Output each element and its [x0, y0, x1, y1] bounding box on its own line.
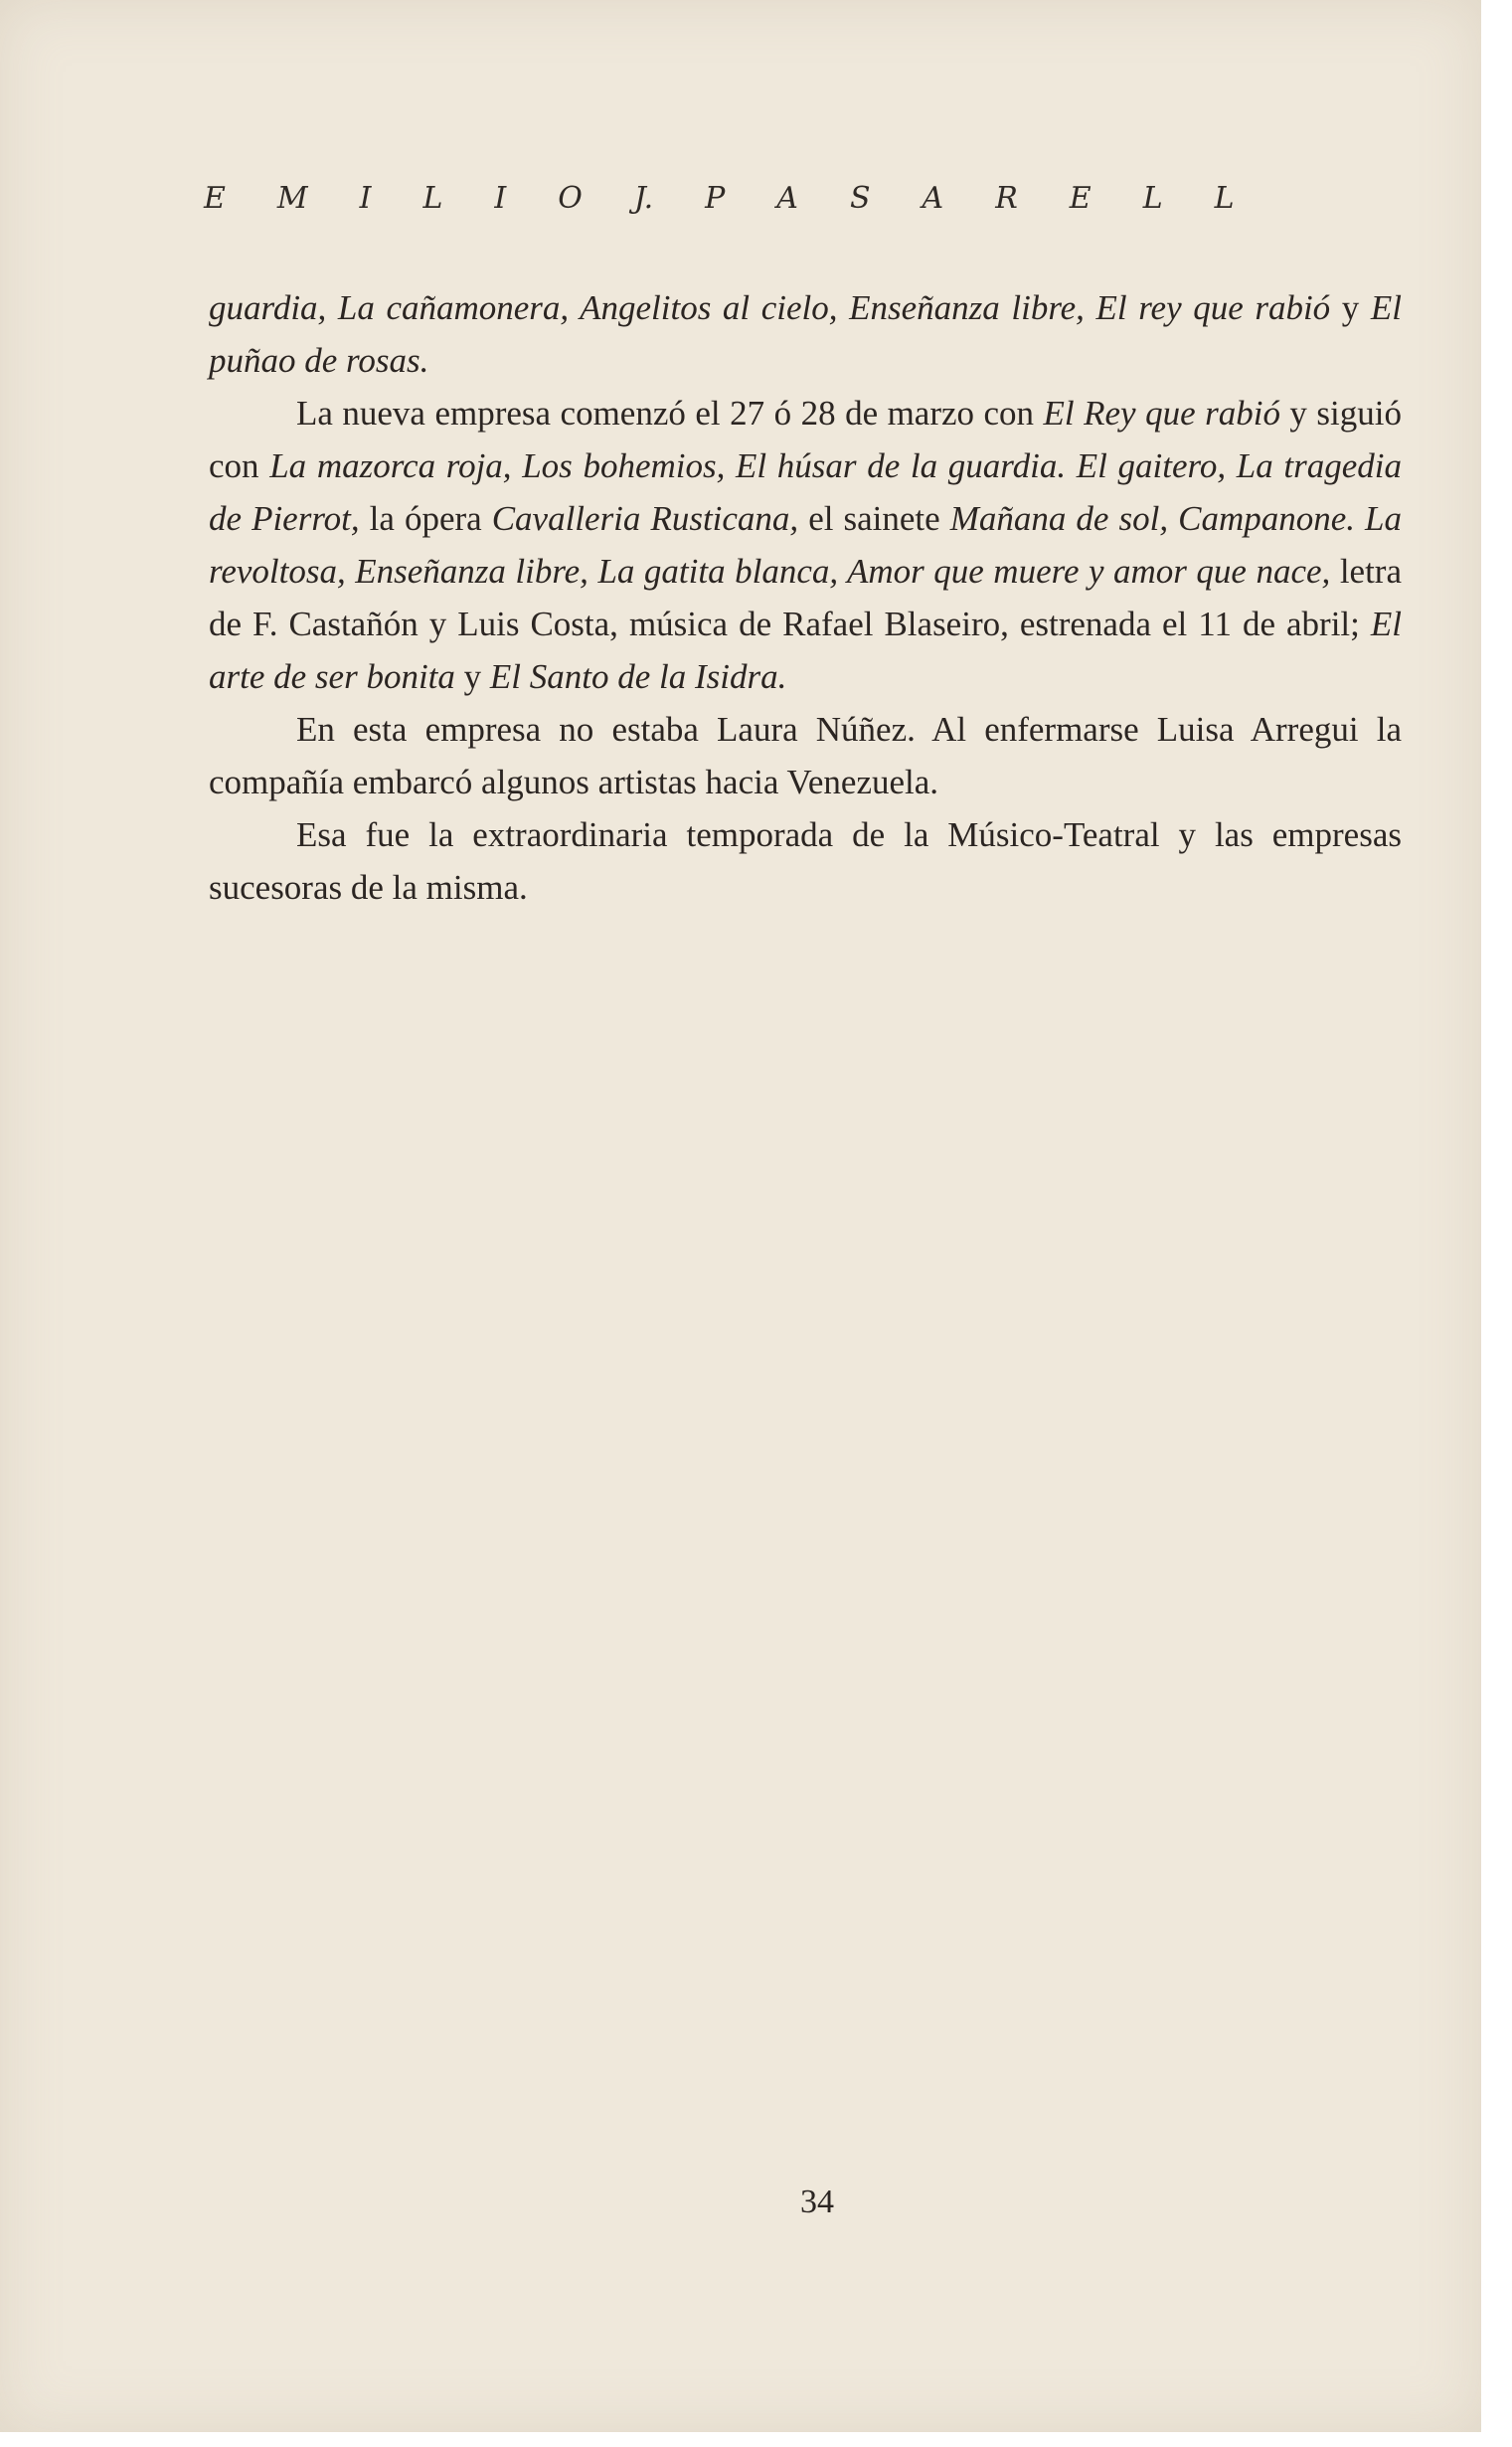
- header-letter: S: [849, 181, 871, 216]
- header-letter: I: [494, 181, 507, 216]
- text-run: Esa fue la extraordinaria temporada de la Músico-Teatral y las empresas sucesoras de la misma.: [209, 815, 1402, 907]
- header-letter: R: [995, 181, 1018, 216]
- text-run: El arte de ser bonita: [209, 605, 1402, 696]
- paragraph-empresa: [209, 387, 1402, 703]
- text-run: la ópera: [359, 499, 492, 538]
- text-run: La nueva empresa comenzó el 27 ó 28 de marzo con: [296, 394, 1044, 433]
- text-run: Cavalleria Rusticana,: [491, 499, 799, 538]
- header-letter: I: [359, 181, 372, 216]
- header-letter: E: [204, 181, 226, 216]
- header-letter: P: [705, 181, 726, 216]
- header-letter: L: [1142, 181, 1163, 216]
- page-number: 34: [800, 2184, 834, 2220]
- text-run: el sainete: [798, 499, 950, 538]
- header-letter: E: [1069, 181, 1092, 216]
- running-header: [204, 181, 1397, 216]
- text-run: El Rey que rabió: [1043, 394, 1280, 433]
- body-text: [209, 281, 1402, 914]
- paragraph-continuation: [209, 281, 1402, 387]
- header-letter: A: [922, 181, 944, 216]
- text-run: Mañana de sol, Campanone. La revoltosa, Enseñanza libre, La gatita blanca, Amor que muere y amor que nace,: [209, 499, 1402, 591]
- header-letter: L: [1214, 181, 1235, 216]
- paragraph-temporada: [209, 808, 1402, 914]
- text-run: El puñao de rosas.: [209, 288, 1402, 380]
- paragraph-laura-nunez: [209, 703, 1402, 808]
- text-run: En esta empresa no estaba Laura Núñez. Al enfermarse Luisa Arregui la compañía embarcó algunos artistas hacia Venezuela.: [209, 710, 1402, 801]
- header-letter: A: [776, 181, 798, 216]
- header-letter: L: [422, 181, 443, 216]
- text-run: La mazorca roja, Los bohemios, El húsar de la guardia. El gaitero, La tragedia de Pierrot,: [209, 446, 1402, 538]
- text-run: El Santo de la Isidra.: [489, 657, 787, 696]
- header-letter: O: [558, 181, 583, 216]
- text-run: y: [1330, 288, 1371, 327]
- text-run: y siguió con: [209, 394, 1402, 485]
- header-letter: M: [276, 181, 308, 216]
- text-run: y: [454, 657, 490, 696]
- text-run: guardia, La cañamonera, Angelitos al cielo, Enseñanza libre, El rey que rabió: [209, 288, 1331, 327]
- text-run: letra de F. Castañón y Luis Costa, música de Rafael Blaseiro, estrenada el 11 de abril;: [209, 552, 1402, 643]
- header-letter: J.: [633, 181, 654, 216]
